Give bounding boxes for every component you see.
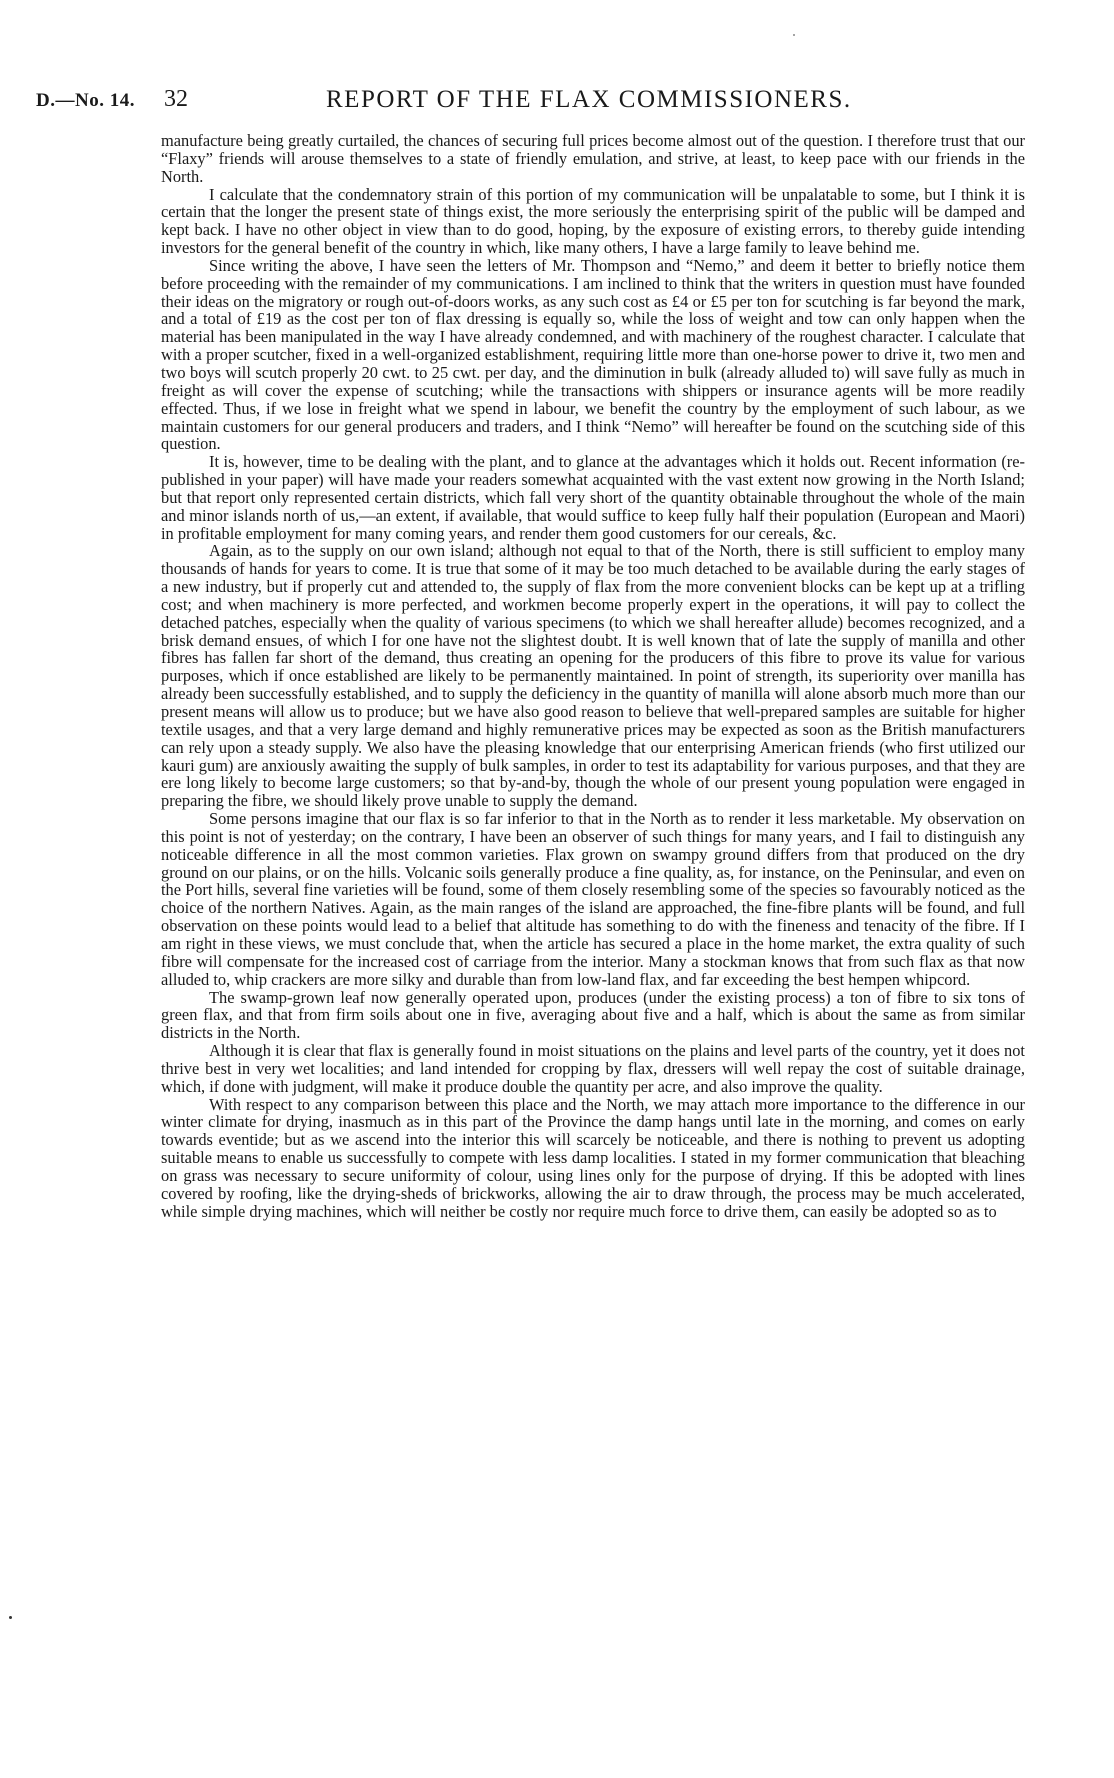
paragraph: It is, however, time to be dealing with the plant, and to glance at the advantages which it holds out. Recent information (re-published in your paper) will have made your readers somewhat acquainted with the vast extent now growing in the North Island; but that report only represented certain districts, which fall very short of the quantity obtainable throughout the whole of the main and minor islands north of us,—an extent, if available, that would suffice to keep fully half their population (European and Maori) in profitable employment for many coming years, and render them good customers for our cereals, &c.	[161, 452, 1025, 543]
body-text	[161, 132, 1025, 1220]
paragraph: Although it is clear that flax is generally found in moist situations on the plains and level parts of the country, yet it does not thrive best in very wet localities; and land intended for cropping by flax, dressers will well repay the cost of suitable drainage, which, if done with judgment, will make it produce double the quantity per acre, and also improve the quality.	[161, 1041, 1025, 1096]
paragraph: Again, as to the supply on our own island; although not equal to that of the North, there is still sufficient to employ many thousands of hands for years to come. It is true that some of it may be too much detached to be available during the early stages of a new industry, but if properly cut and attended to, the supply of flax from the more convenient blocks can be kept up at a trifling cost; and when machinery is more perfected, and workmen become properly expert in the operations, it will pay to collect the detached patches, especially when the quality of various specimens (to which we shall hereafter allude) becomes recognized, and a brisk demand ensues, of which I for one have not the slightest doubt. It is well known that of late the supply of manilla and other fibres has fallen far short of the demand, thus creating an opening for the producers of this fibre to prove its value for various purposes, which if once established are likely to be permanently maintained. In point of strength, its superiority over manilla has already been successfully established, and to supply the deficiency in the quantity of manilla will alone absorb much more than our present means will allow us to produce; but we have also good reason to believe that well-prepared samples are suitable for higher textile usages, and that a very large demand and highly remunerative prices may be expected as soon as the British manufacturers can rely upon a steady supply. We also have the pleasing knowledge that our enterprising American friends (who first utilized our kauri gum) are anxiously awaiting the supply of bulk samples, in order to test its adaptability for various purposes, and that they are ere long likely to become large customers; so that by-and-by, though the whole of our present young population were engaged in preparing the fibre, we should likely prove unable to supply the demand.	[161, 541, 1025, 811]
paragraph: The swamp-grown leaf now generally operated upon, produces (under the existing process) a ton of fibre to six tons of green flax, and that from firm soils about one in five, averaging about five and a half, which is about the same as from similar districts in the North.	[161, 987, 1025, 1043]
document-reference: D.—No. 14.	[36, 90, 135, 111]
scan-speck	[793, 34, 795, 36]
paragraph: I calculate that the condemnatory strain of this portion of my communication will be unpalatable to some, but I think it is certain that the longer the present state of things exist, the more seriously the enterprising spirit of the public will be damped and kept back. I have no other object in view than to do good, hoping, by the exposure of existing errors, to thereby guide intending investors for the general benefit of the country in which, like many others, I have a large family to leave behind me.	[161, 184, 1025, 258]
paragraph: Some persons imagine that our flax is so far inferior to that in the North as to render it less marketable. My observation on this point is not of yesterday; on the contrary, I have been an observer of such things for many years, and I fail to distinguish any noticeable difference in all the most common varieties. Flax grown on swampy ground differs from that produced on the dry ground on our plains, or on the hills. Volcanic soils generally produce a fine quality, as, for instance, on the Peninsular, and even on the Port hills, several fine varieties will be found, some of them closely resembling some of the species so favourably noticed as the choice of the northern Natives. Again, as the main ranges of the island are approached, the fine-fibre plants will be found, and full observation on these points would lead to a belief that altitude has something to do with the fineness and tenacity of the fibre. If I am right in these views, we must conclude that, when the article has secured a place in the home market, the extra quality of such fibre will compensate for the increased cost of carriage from the interior. Many a stockman knows that from such flax as that now alluded to, whip crackers are more silky and durable than from low-land flax, and far exceeding the best hempen whipcord.	[161, 809, 1025, 989]
running-title: REPORT OF THE FLAX COMMISSIONERS.	[326, 86, 852, 113]
paragraph: Since writing the above, I have seen the letters of Mr. Thompson and “Nemo,” and deem it better to briefly notice them before proceeding with the remainder of my communications. I am inclined to think that the writers in question must have founded their ideas on the migratory or rough out-of-doors works, as any such cost as £4 or £5 per ton for scutching is far beyond the mark, and a total of £19 as the cost per ton of flax dressing is equally so, while the loss of weight and tow can only happen when the material has been manipulated in the way I have already condemned, and with machinery of the roughest character. I calculate that with a proper scutcher, fixed in a well-organized establishment, requiring little more than one-horse power to drive it, two men and two boys will scutch properly 20 cwt. to 25 cwt. per day, and the diminution in bulk (already alluded to) will save fully as much in freight as will cover the expense of scutching; while the transactions with shippers or insurance agents will be more readily effected. Thus, if we lose in freight what we spend in labour, we benefit the country by the employment of such labour, as we maintain customers for our general producers and traders, and I think “Nemo” will hereafter be found on the scutching side of this question.	[161, 255, 1025, 454]
page-header	[36, 86, 1080, 120]
paragraph: With respect to any comparison between this place and the North, we may attach more importance to the difference in our winter climate for drying, inasmuch as in this part of the Province the damp hangs until late in the morning, and comes on early towards eventide; but as we ascend into the interior this will scarcely be noticeable, and there is nothing to prevent us adopting suitable means to enable us successfully to compete with less damp localities. I stated in my former communication that bleaching on grass was necessary to secure uniformity of colour, using lines only for the purpose of drying. If this be adopted with lines covered by roofing, like the drying-sheds of brickworks, allowing the air to draw through, the process may be much accelerated, while simple drying machines, which will neither be costly nor require much force to drive them, can easily be adopted so as to	[161, 1094, 1025, 1221]
paragraph: manufacture being greatly curtailed, the chances of securing full prices become almost out of the question. I therefore trust that our “Flaxy” friends will arouse themselves to a state of friendly emulation, and strive, at least, to keep pace with our friends in the North.	[161, 131, 1025, 186]
margin-mark	[9, 1616, 12, 1619]
page-number: 32	[164, 86, 188, 112]
